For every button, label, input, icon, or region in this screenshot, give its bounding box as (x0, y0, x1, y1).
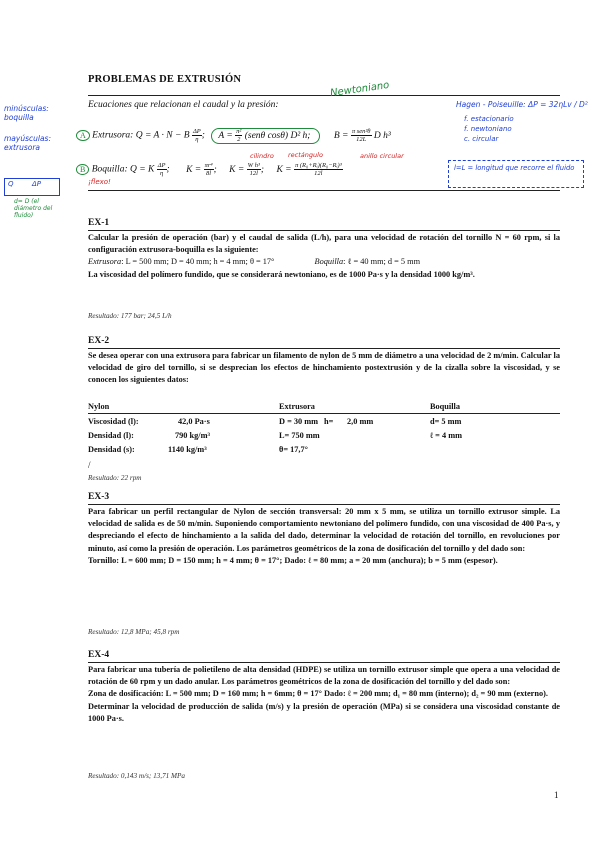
ex2-row2-label: Densidad (l): (88, 431, 134, 440)
divider (88, 662, 560, 663)
annotation-cilindro: cilindro (250, 152, 274, 160)
sketch-dp: ΔP (32, 180, 42, 188)
ex2-heading: EX-2 (88, 336, 110, 346)
sketch-q: Q (8, 180, 14, 188)
ex2-row1-h-label: h= (324, 417, 334, 426)
ex3-result: Resultado: 12,8 MPa; 45,8 rpm (88, 628, 180, 636)
ex2-row3-label: Densidad (s): (88, 445, 135, 454)
annotation-hagen-poiseuille: Hagen - Poiseuille: ΔP = 32ηLv / D² (456, 100, 588, 109)
dp-eta-fraction-b: $\frac{\Delta P}{\eta}$ (157, 162, 166, 177)
boquilla-label: Boquilla: (91, 164, 128, 175)
annotation-newtoniano: Newtoniano (329, 79, 391, 100)
annotation-flexo: ¡flexo! (88, 178, 111, 186)
annotation-mayusculas: mayúsculas: extrusora (4, 134, 51, 152)
divider (88, 230, 560, 231)
ex2-row2-extrusora: L= 750 mm (279, 431, 320, 440)
ex2-row1-label: Viscosidad (l): (88, 417, 139, 426)
ex3-body (88, 506, 560, 567)
ex2-row3-extrusora: θ= 17,7° (279, 445, 308, 454)
ex2-paragraph-1: Se desea operar con una extrusora para fabricar un filamento de nylon de 5 mm de diámetro a una velocidad de 2 m/min. Calcular la velocidad de giro del tornillo, si se desprecian los efectos de hinchamiento postextrusión y de la cizalla sobre la viscosidad, y se conocen los siguientes datos: (88, 351, 560, 385)
annotation-hp-list: f. estacionario f. newtoniano c. circular (464, 115, 514, 143)
a-coefficient-formula: A = $\frac{\text{π²}}{2}$ (senθ cosθ) D² h; (211, 128, 320, 144)
ex1-paragraph-1: Calcular la presión de operación (bar) y el caudal de salida (L/h), para una velocidad de rotación del tornillo N = 60 rpm, si la configuración extrusora-boquilla es la siguiente: (88, 233, 560, 255)
equations-heading: Ecuaciones que relacionan el caudal y la presión: (88, 100, 279, 110)
ex2-col-extrusora: Extrusora (279, 402, 315, 411)
b-coefficient-formula: B = $\frac{\text{π sen²θ}}{12L}$ D h³ (333, 128, 391, 143)
sketch-caption: d= D (el diámetro del fluido) (14, 198, 53, 219)
ex2-row1-value: 42,0 Pa·s (178, 417, 210, 426)
divider (88, 348, 560, 349)
ex3-paragraph-1: Para fabricar un perfil rectangular de Nylon de sección transversal: 20 mm x 5 mm, se utiliza un tornillo extrusor simple. La velocidad de salida es de 50 m/min. Suponiendo comportamiento newtoniano del polímero fundido, con una viscosidad de 400 Pa·s, y despreciando el efecto de hinchamiento a la salida del dado, determinar la velocidad de rotación del tornillo, en revoluciones por minuto, así como la presión de operación. Los parámetros geométricos de la zona de dosificación del tornillo y del dado son: (88, 507, 560, 553)
ex2-row2-value: 790 kg/m³ (175, 431, 210, 440)
ex4-heading: EX-4 (88, 650, 110, 660)
boquilla-formula: Q = K (129, 164, 155, 175)
ex3-heading: EX-3 (88, 492, 110, 502)
k-rectangle-formula: K = $\frac{\text{W h³}}{12l}$ ; (229, 162, 267, 177)
circle-a-marker: A (76, 130, 90, 141)
annotation-anillo-circular: anillo circular (360, 152, 404, 160)
k-annulus-formula: K = $\frac{\text{π (R₀+Rᵢ)(R₀−Rᵢ)³}}{12l}$ (276, 162, 342, 177)
extrusora-equation: A Extrusora: Q = A · N − B $\frac{\Delta P}{\eta}$ ; A = $\frac{\text{π²}}{2}$ (senθ cosθ) D² h; B = $\frac{\text{π sen²θ}}{12L}$ D h³ (76, 128, 391, 143)
ex1-heading: EX-1 (88, 218, 110, 228)
annotation-longitud: l=L = longitud que recorre el fluido (454, 164, 575, 172)
annotation-rectangulo: rectángulo (288, 151, 323, 159)
extrusora-formula: Q = A · N − B (135, 130, 190, 141)
ex2-row2-boquilla: ℓ = 4 mm (430, 431, 463, 440)
ex4-paragraph-1: Para fabricar una tubería de polietileno de alta densidad (HDPE) se utiliza un tornillo extrusor simple que opera a una velocidad de rotación de 60 rpm y un dado anular. Los parámetros geométricos de la zona de dosificación del tornillo y del dado son: (88, 665, 560, 687)
ex2-col-nylon: Nylon (88, 402, 110, 411)
k-cylinder-formula: K = $\frac{\text{πr⁴}}{8l}$ ; (186, 162, 220, 177)
divider (88, 504, 560, 505)
ex2-row1-h-value: 2,0 mm (347, 417, 374, 426)
divider (88, 95, 560, 96)
ex2-col-boquilla: Boquilla (430, 402, 460, 411)
circle-b-marker: B (76, 164, 89, 175)
ex2-slash: / (88, 460, 91, 470)
ex1-body (88, 232, 560, 281)
ex4-paragraph-3: Determinar la velocidad de producción de salida (m/s) y la presión de operación (MPa) si se considera una viscosidad constante de 1000 Pa·s. (88, 701, 560, 723)
dp-eta-fraction: $\frac{\Delta P}{\eta}$ (192, 128, 201, 143)
ex4-result: Resultado: 0,143 m/s; 13,71 MPa (88, 772, 186, 780)
ex1-paragraph-2: Extrusora: L = 500 mm; D = 40 mm; h = 4 mm; θ = 17° Boquilla: ℓ = 40 mm; d = 5 mm (88, 257, 421, 267)
ex2-result: Resultado: 22 rpm (88, 474, 142, 482)
ex2-row3-value: 1140 kg/m³ (168, 445, 207, 454)
ex3-paragraph-2: Tornillo: L = 600 mm; D = 150 mm; h = 4 mm; θ = 17°; Dado: ℓ = 80 mm; a = 20 mm (anchura); b = 5 mm (espesor). (88, 555, 498, 565)
boquilla-equation: B Boquilla: Q = K $\frac{\Delta P}{\eta}$ ; K = $\frac{\text{πr⁴}}{8l}$ ; K = $\frac{\text{W h³}}{12l}$ ; K = $\frac{\text{π (R₀+Rᵢ)(R₀−Rᵢ)³}}{12l}$ (76, 162, 343, 177)
divider (88, 413, 560, 414)
ex4-paragraph-2: Zona de dosificación: L = 500 mm; D = 160 mm; h = 6mm; θ = 17° Dado: ℓ = 200 mm; d₁ = 80 mm (interno); d₂ = 90 mm (externo). (88, 689, 548, 699)
ex4-body (88, 664, 560, 725)
divider (88, 190, 560, 191)
page-number: 1 (554, 790, 559, 800)
ex1-paragraph-3: La viscosidad del polímero fundido, que se considerará newtoniano, es de 1000 Pa·s y la densidad 1000 kg/m³. (88, 269, 475, 279)
page-title: PROBLEMAS DE EXTRUSIÓN (88, 74, 242, 85)
ex1-result: Resultado: 177 bar; 24,5 L/h (88, 312, 172, 320)
ex2-row1-boquilla: d= 5 mm (430, 417, 462, 426)
ex2-row1-extrusora: D = 30 mm (279, 417, 319, 426)
annotation-minusculas: minúsculas: boquilla (4, 104, 49, 122)
extrusora-label: Extrusora: (92, 130, 134, 141)
